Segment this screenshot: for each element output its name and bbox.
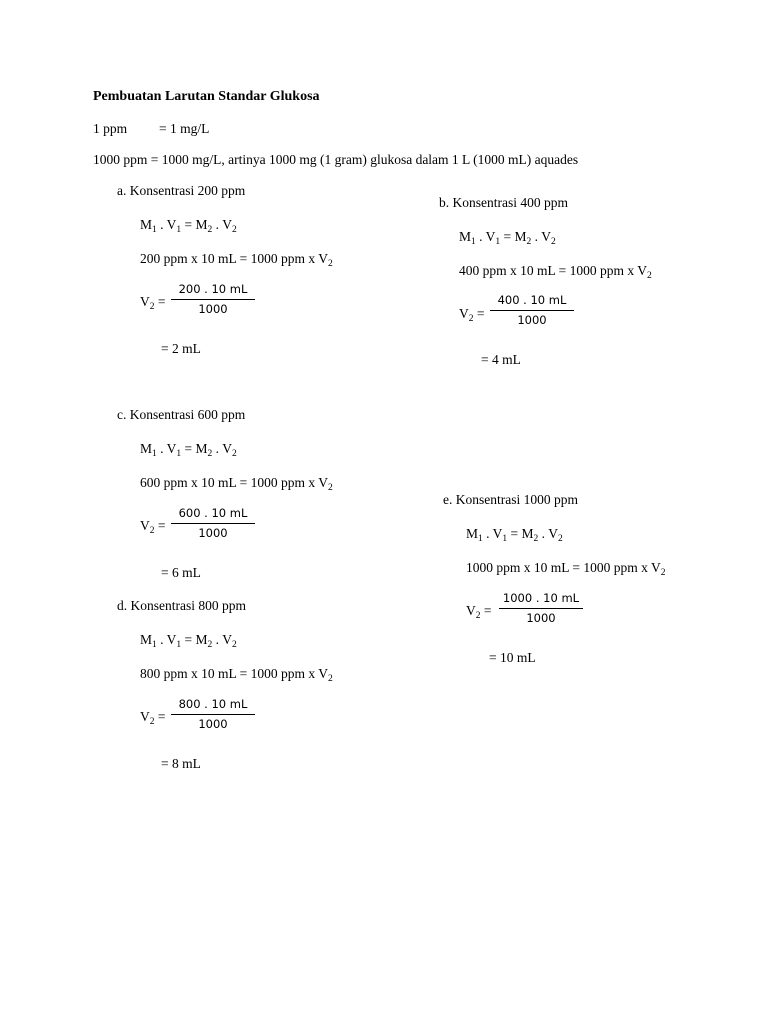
equation-line: 200 ppm x 10 mL = 1000 ppm x $V_2$ — [140, 251, 333, 269]
formula-line: $M_1$ . $V_1 = M_2$ . $V_2$ — [140, 217, 237, 235]
result: = 4 mL — [481, 352, 521, 367]
fraction — [171, 508, 255, 539]
formula-line: $M_1$ . $V_1 = M_2$ . $V_2$ — [459, 229, 556, 247]
v2-label: $V_2$ = — [140, 294, 166, 312]
fraction-denominator: 1000 — [526, 610, 556, 625]
fraction-numerator: 600 . 10 mL — [178, 506, 248, 520]
fraction-numerator: 1000 . 10 mL — [502, 591, 580, 605]
v2-label: $V_2$ = — [140, 518, 166, 536]
section-heading: d. Konsentrasi 800 ppm — [117, 598, 246, 613]
fraction-denominator: 1000 — [517, 312, 547, 327]
equation-line: 400 ppm x 10 mL = 1000 ppm x $V_2$ — [459, 263, 652, 281]
fraction-numerator: 800 . 10 mL — [178, 697, 248, 711]
fraction — [490, 295, 574, 326]
intro-line1-left: 1 ppm — [93, 121, 128, 136]
result: = 2 mL — [161, 341, 201, 356]
page-title: Pembuatan Larutan Standar Glukosa — [93, 89, 320, 104]
section-heading: c. Konsentrasi 600 ppm — [117, 407, 246, 422]
result: = 8 mL — [161, 756, 201, 771]
v2-label: $V_2$ = — [466, 603, 492, 621]
formula-line: $M_1$ . $V_1 = M_2$ . $V_2$ — [140, 441, 237, 459]
equation-line: 600 ppm x 10 mL = 1000 ppm x $V_2$ — [140, 475, 333, 493]
v2-label: $V_2$ = — [459, 306, 485, 324]
fraction — [171, 284, 255, 315]
fraction — [499, 593, 583, 624]
result: = 6 mL — [161, 565, 201, 580]
fraction-denominator: 1000 — [198, 525, 228, 540]
section-heading: e. Konsentrasi 1000 ppm — [443, 492, 578, 507]
result: = 10 mL — [489, 650, 536, 665]
equation-line: 800 ppm x 10 mL = 1000 ppm x $V_2$ — [140, 666, 333, 684]
v2-label: $V_2$ = — [140, 709, 166, 727]
fraction-numerator: 400 . 10 mL — [497, 293, 567, 307]
fraction-denominator: 1000 — [198, 716, 228, 731]
fraction-numerator: 200 . 10 mL — [178, 282, 248, 296]
formula-line: $M_1$ . $V_1 = M_2$ . $V_2$ — [466, 526, 563, 544]
fraction-denominator: 1000 — [198, 301, 228, 316]
intro-line1-right: = 1 mg/L — [159, 121, 210, 136]
section-heading: a. Konsentrasi 200 ppm — [117, 183, 246, 198]
formula-line: $M_1$ . $V_1 = M_2$ . $V_2$ — [140, 632, 237, 650]
fraction — [171, 699, 255, 730]
equation-line: 1000 ppm x 10 mL = 1000 ppm x $V_2$ — [466, 560, 666, 578]
intro-line2: 1000 ppm = 1000 mg/L, artinya 1000 mg (1 gram) glukosa dalam 1 L (1000 mL) aquades — [93, 152, 579, 167]
section-heading: b. Konsentrasi 400 ppm — [439, 195, 568, 210]
